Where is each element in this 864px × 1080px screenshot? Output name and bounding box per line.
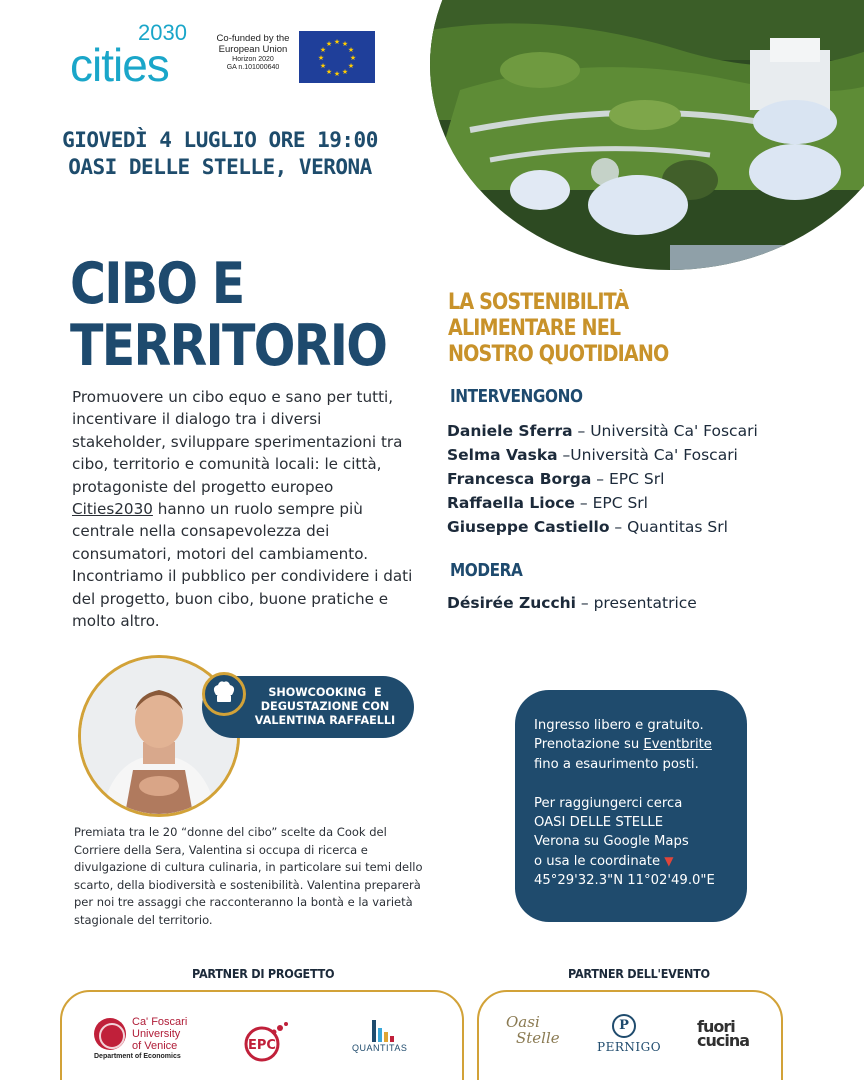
speaker-name: Giuseppe Castiello <box>447 518 610 536</box>
showcooking-title <box>252 686 398 728</box>
speaker-sep: – <box>574 494 593 512</box>
cities2030-logo <box>70 20 195 91</box>
info-coordinates: 45°29'32.3"N 11°02'49.0"E <box>534 873 715 889</box>
map-pin-icon: ▼ <box>664 853 674 868</box>
chef-hat-icon <box>202 672 246 716</box>
project-partners-heading: PARTNER DI PROGETTO <box>192 966 335 981</box>
info-coords-label: o usa le coordinate <box>534 853 661 869</box>
oasi-line-2: Stelle <box>516 1029 560 1047</box>
logo-word: cities <box>70 39 169 91</box>
speaker-sep: – <box>572 422 591 440</box>
moderator-name: Désirée Zucchi <box>447 594 576 612</box>
svg-text:★: ★ <box>325 68 333 76</box>
intro-paragraph <box>72 386 417 632</box>
info-spacer <box>534 774 739 793</box>
eu-stars <box>299 31 375 83</box>
info-booking-text: Prenotazione su <box>534 737 644 753</box>
svg-text:★: ★ <box>347 46 355 54</box>
moderator-sep: – <box>575 594 594 612</box>
cities2030-link[interactable]: Cities2030 <box>72 500 153 519</box>
info-line-3: fino a esaurimento posti. <box>534 756 699 772</box>
event-title-line-1: CIBO E <box>70 251 244 317</box>
oasi-line-1: Oasi <box>506 1013 540 1031</box>
quantitas-name: QUANTITAS <box>352 1043 408 1053</box>
speaker-name: Raffaella Lioce <box>447 494 575 512</box>
cafoscari-line-2: University <box>132 1028 181 1040</box>
speaker-item <box>447 470 664 488</box>
moderator-heading: MODERA <box>450 560 523 581</box>
eu-funding-text <box>208 34 298 72</box>
pernigo-seal-icon <box>612 1014 636 1038</box>
fuori-line-1: fuori <box>697 1017 735 1036</box>
subtitle-line-3: NOSTRO QUOTIDIANO <box>448 342 669 367</box>
svg-text:★: ★ <box>341 68 349 76</box>
info-line-4: Per raggiungerci cerca <box>534 795 683 811</box>
svg-text:★: ★ <box>317 54 325 62</box>
speaker-item <box>447 446 738 464</box>
quantitas-bars-icon <box>370 1018 398 1042</box>
svg-text:★: ★ <box>349 54 357 62</box>
eu-line-1: Co-funded by the <box>216 33 290 44</box>
cafoscari-line-3: of Venice <box>132 1040 178 1052</box>
event-date: GIOVEDÌ 4 LUGLIO ORE 19:00 <box>62 128 378 152</box>
svg-text:★: ★ <box>347 62 355 70</box>
svg-text:★: ★ <box>333 38 341 46</box>
eu-line-2: European Union <box>218 43 288 55</box>
info-line-6: Verona su Google Maps <box>534 834 689 850</box>
speaker-affiliation: Quantitas Srl <box>627 518 728 536</box>
intro-text-1: Promuovere un cibo equo e sano per tutti, incentivare il dialogo tra i diversi stakeholder, sviluppare sperimentazioni tra cibo, territorio e comunità locali: le città, protagoniste del progetto europeo <box>72 388 403 496</box>
svg-text:★: ★ <box>319 46 327 54</box>
pernigo-letter: P <box>619 1018 629 1033</box>
info-line-5: OASI DELLE STELLE <box>534 815 664 831</box>
svg-text:★: ★ <box>319 62 327 70</box>
eu-line-4: GA n.101000640 <box>226 63 280 71</box>
subtitle-line-2: ALIMENTARE NEL <box>448 316 621 341</box>
speaker-affiliation: EPC Srl <box>592 494 648 512</box>
moderator-item <box>447 594 697 612</box>
event-title-line-2: TERRITORIO <box>70 313 387 379</box>
showcooking-line-2: DEGUSTAZIONE CON <box>260 700 390 713</box>
cafoscari-dept: Department of Economics <box>94 1053 181 1060</box>
svg-text:★: ★ <box>341 40 349 48</box>
speaker-name: Daniele Sferra <box>447 422 573 440</box>
event-partners-heading: PARTNER DELL'EVENTO <box>568 966 710 981</box>
info-line-1: Ingresso libero e gratuito. <box>534 718 704 733</box>
showcooking-line-1: SHOWCOOKING E <box>268 686 382 699</box>
epc-text: EPC <box>248 1038 276 1053</box>
logo-year: 2030 <box>138 20 187 45</box>
svg-text:★: ★ <box>333 70 341 78</box>
cafoscari-line-1: Ca' Foscari <box>132 1016 188 1028</box>
speaker-affiliation: EPC Srl <box>608 470 665 488</box>
speaker-name: Selma Vaska <box>447 446 558 464</box>
speaker-affiliation: Università Ca' Foscari <box>570 446 738 464</box>
speaker-name: Francesca Borga <box>447 470 592 488</box>
oasi-logo <box>506 1014 560 1046</box>
speakers-heading: INTERVENGONO <box>450 386 583 407</box>
eu-line-3: Horizon 2020 <box>232 55 274 63</box>
eventbrite-link[interactable]: Eventbrite <box>643 737 712 753</box>
speaker-sep: – <box>591 470 609 488</box>
epc-logo <box>236 1018 292 1062</box>
fuori-cucina-logo <box>697 1017 750 1050</box>
cafoscari-seal-icon <box>94 1018 126 1050</box>
info-line-2 <box>534 735 739 754</box>
eu-flag-icon <box>299 31 375 83</box>
speaker-sep: – <box>609 518 628 536</box>
pernigo-name: PERNIGO <box>597 1040 662 1054</box>
event-venue: OASI DELLE STELLE, VERONA <box>68 155 372 179</box>
moderator-role: presentatrice <box>593 594 697 612</box>
speaker-item <box>447 422 758 440</box>
speaker-sep: – <box>557 446 571 464</box>
intro-text-2: hanno un ruolo sempre più centrale nella consapevolezza dei consumatori, motori del cambiamento. Incontriamo il pubblico per condividere i dati del progetto, buon cibo, buone pratiche e molto altro. <box>72 500 413 631</box>
info-line-7 <box>534 852 739 871</box>
speaker-item <box>447 494 648 512</box>
chef-bio: Premiata tra le 20 “donne del cibo” scelte da Cook del Corriere della Sera, Valentina si occupa di ricerca e divulgazione di cultura culinaria, in particolare sui temi dello scarto, della biodiversità e sostenibilità. Valentina preparerà per noi tre assaggi che racconteranno la bontà e la varietà stagionale del territorio. <box>74 825 423 927</box>
fuori-line-2: cucina <box>697 1031 750 1050</box>
showcooking-line-3: VALENTINA RAFFAELLI <box>254 714 396 727</box>
speaker-item <box>447 518 728 536</box>
cafoscari-name <box>132 1016 187 1052</box>
speaker-affiliation: Università Ca' Foscari <box>590 422 758 440</box>
svg-text:★: ★ <box>325 40 333 48</box>
venue-photo <box>430 0 864 270</box>
subtitle-line-1: LA SOSTENIBILITÀ <box>448 290 629 315</box>
info-text <box>534 716 739 891</box>
